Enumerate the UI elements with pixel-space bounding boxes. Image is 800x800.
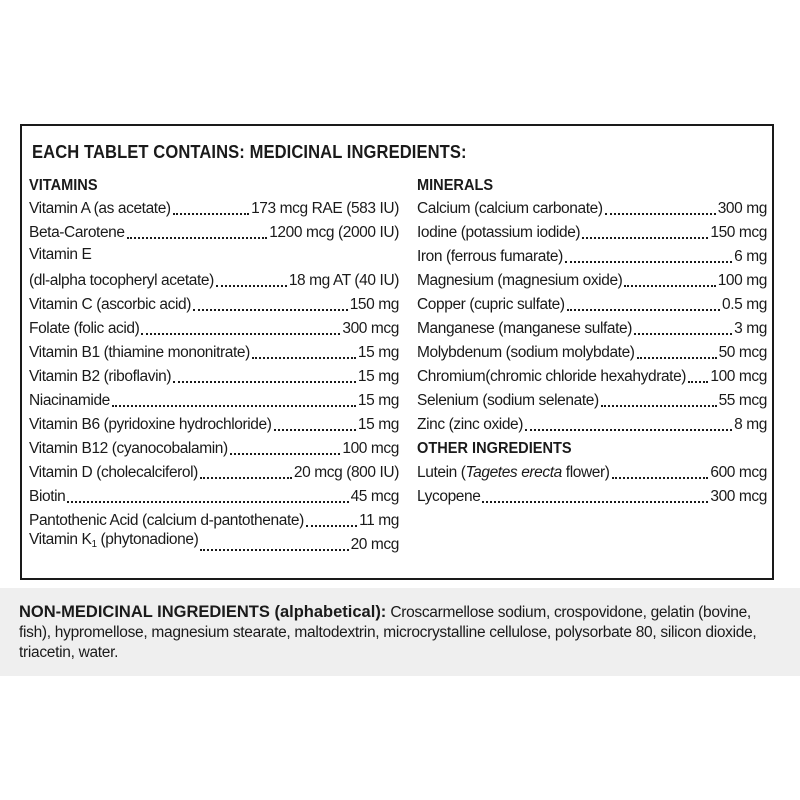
ingredient-row xyxy=(29,292,399,316)
ingredient-amount: 18 mg AT (40 IU) xyxy=(288,272,399,289)
ingredient-amount: 300 mcg xyxy=(342,320,399,337)
ingredient-amount: 173 mcg RAE (583 IU) xyxy=(251,200,399,217)
minerals-heading: MINERALS xyxy=(417,177,494,194)
ingredient-amount: 15 mg xyxy=(357,368,399,385)
vitamin-k-name: Vitamin K xyxy=(29,531,92,548)
ingredient-amount: 300 mg xyxy=(717,200,767,217)
ingredient-amount: 150 mg xyxy=(349,296,399,313)
other-ingredients-heading: OTHER INGREDIENTS xyxy=(417,440,572,457)
ingredient-row xyxy=(29,220,399,244)
ingredient-amount: 0.5 mg xyxy=(722,296,767,313)
ingredient-name: Zinc (zinc oxide) xyxy=(417,416,524,433)
ingredient-row xyxy=(29,340,399,364)
ingredient-name: Vitamin B1 (thiamine mononitrate) xyxy=(29,344,250,361)
ingredient-amount: 6 mg xyxy=(734,248,767,265)
ingredient-row xyxy=(29,196,399,220)
ingredient-row xyxy=(29,364,399,388)
ingredient-name: Vitamin A (as acetate) xyxy=(29,200,171,217)
ingredient-name: Folate (folic acid) xyxy=(29,320,140,337)
ingredient-amount: 300 mcg xyxy=(710,488,767,505)
ingredient-amount: 8 mg xyxy=(734,416,767,433)
ingredient-name: Magnesium (magnesium oxide) xyxy=(417,272,623,289)
ingredient-amount: 50 mcg xyxy=(718,344,767,361)
ingredient-amount: 15 mg xyxy=(357,344,399,361)
ingredient-row xyxy=(417,340,767,364)
vitamin-k-subscript: 1 xyxy=(91,539,97,550)
ingredient-amount: 100 mcg xyxy=(342,440,399,457)
ingredient-name: Pantothenic Acid (calcium d-pantothenate) xyxy=(29,512,304,529)
ingredient-name: Beta-Carotene xyxy=(29,224,125,241)
vitamin-k-rest: (phytonadione) xyxy=(96,531,199,548)
minerals-column xyxy=(417,176,767,508)
ingredient-amount: 600 mcg xyxy=(710,464,767,481)
ingredient-name: Vitamin C (ascorbic acid) xyxy=(29,296,191,313)
ingredient-row xyxy=(417,220,767,244)
ingredient-amount: 3 mg xyxy=(734,320,767,337)
ingredient-row xyxy=(29,412,399,436)
ingredient-amount: 150 mcg xyxy=(710,224,767,241)
ingredient-row xyxy=(29,388,399,412)
vitamins-heading: VITAMINS xyxy=(29,177,98,194)
ingredient-name: Biotin xyxy=(29,488,66,505)
ingredient-row xyxy=(29,316,399,340)
ingredient-name: Chromium(chromic chloride hexahydrate) xyxy=(417,368,687,385)
ingredient-row xyxy=(417,388,767,412)
ingredient-row xyxy=(417,196,767,220)
ingredient-name: (dl-alpha tocopheryl acetate) xyxy=(29,272,214,289)
ingredient-amount: 1200 mcg (2000 IU) xyxy=(269,224,399,241)
ingredient-amount: 100 mcg xyxy=(710,368,767,385)
ingredient-row xyxy=(29,484,399,508)
ingredient-name: Copper (cupric sulfate) xyxy=(417,296,565,313)
ingredient-name: Iron (ferrous fumarate) xyxy=(417,248,563,265)
medicinal-ingredients-panel xyxy=(20,124,774,580)
ingredient-row xyxy=(29,436,399,460)
ingredient-name: Vitamin D (cholecalciferol) xyxy=(29,464,198,481)
ingredient-name: Molybdenum (sodium molybdate) xyxy=(417,344,635,361)
ingredient-row xyxy=(417,412,767,436)
ingredient-row-vitamin-k xyxy=(29,532,399,556)
ingredient-name: Lycopene xyxy=(417,488,481,505)
ingredient-name xyxy=(417,462,610,484)
ingredient-amount: 100 mg xyxy=(717,272,767,289)
vitamin-e-label: Vitamin E xyxy=(29,246,92,263)
ingredient-amount: 20 mcg (800 IU) xyxy=(293,464,399,481)
ingredient-row xyxy=(417,244,767,268)
lutein-name-pre: Lutein ( xyxy=(417,464,466,481)
ingredient-amount: 55 mcg xyxy=(718,392,767,409)
vitamins-column xyxy=(29,176,399,556)
ingredient-name: Vitamin B2 (riboflavin) xyxy=(29,368,172,385)
lutein-name-post: flower) xyxy=(561,464,610,481)
ingredient-name: Niacinamide xyxy=(29,392,110,409)
ingredient-amount: 45 mcg xyxy=(350,488,399,505)
ingredient-name: Manganese (manganese sulfate) xyxy=(417,320,633,337)
ingredient-row xyxy=(417,268,767,292)
ingredient-row xyxy=(417,316,767,340)
panel-title: EACH TABLET CONTAINS: MEDICINAL INGREDIENTS: xyxy=(32,142,467,162)
ingredient-row xyxy=(417,292,767,316)
ingredient-row xyxy=(417,484,767,508)
ingredient-name: Iodine (potassium iodide) xyxy=(417,224,581,241)
ingredient-row xyxy=(29,268,399,292)
lutein-species: Tagetes erecta xyxy=(465,464,562,481)
ingredient-row-lutein xyxy=(417,460,767,484)
ingredient-name: Selenium (sodium selenate) xyxy=(417,392,599,409)
ingredient-name: Vitamin B6 (pyridoxine hydrochloride) xyxy=(29,416,272,433)
ingredient-amount: 15 mg xyxy=(357,392,399,409)
ingredient-name: Vitamin B12 (cyanocobalamin) xyxy=(29,440,228,457)
ingredient-amount: 20 mcg xyxy=(350,536,399,553)
nonmedicinal-label: NON-MEDICINAL INGREDIENTS (alphabetical): xyxy=(19,603,387,621)
ingredient-name: Calcium (calcium carbonate) xyxy=(417,200,603,217)
nonmedicinal-ingredients xyxy=(19,602,779,663)
ingredient-row xyxy=(417,364,767,388)
nonmedicinal-text: Croscarmellose sodium, crospovidone, gelatin (bovine, fish), hypromellose, magnesium stearate, maltodextrin, microcrystalline cellulose, polysorbate 80, silicon dioxide, triacetin, water. xyxy=(19,604,757,661)
ingredient-amount: 15 mg xyxy=(357,416,399,433)
ingredient-amount: 11 mg xyxy=(359,512,399,529)
ingredient-row xyxy=(29,460,399,484)
ingredient-name xyxy=(29,529,198,556)
